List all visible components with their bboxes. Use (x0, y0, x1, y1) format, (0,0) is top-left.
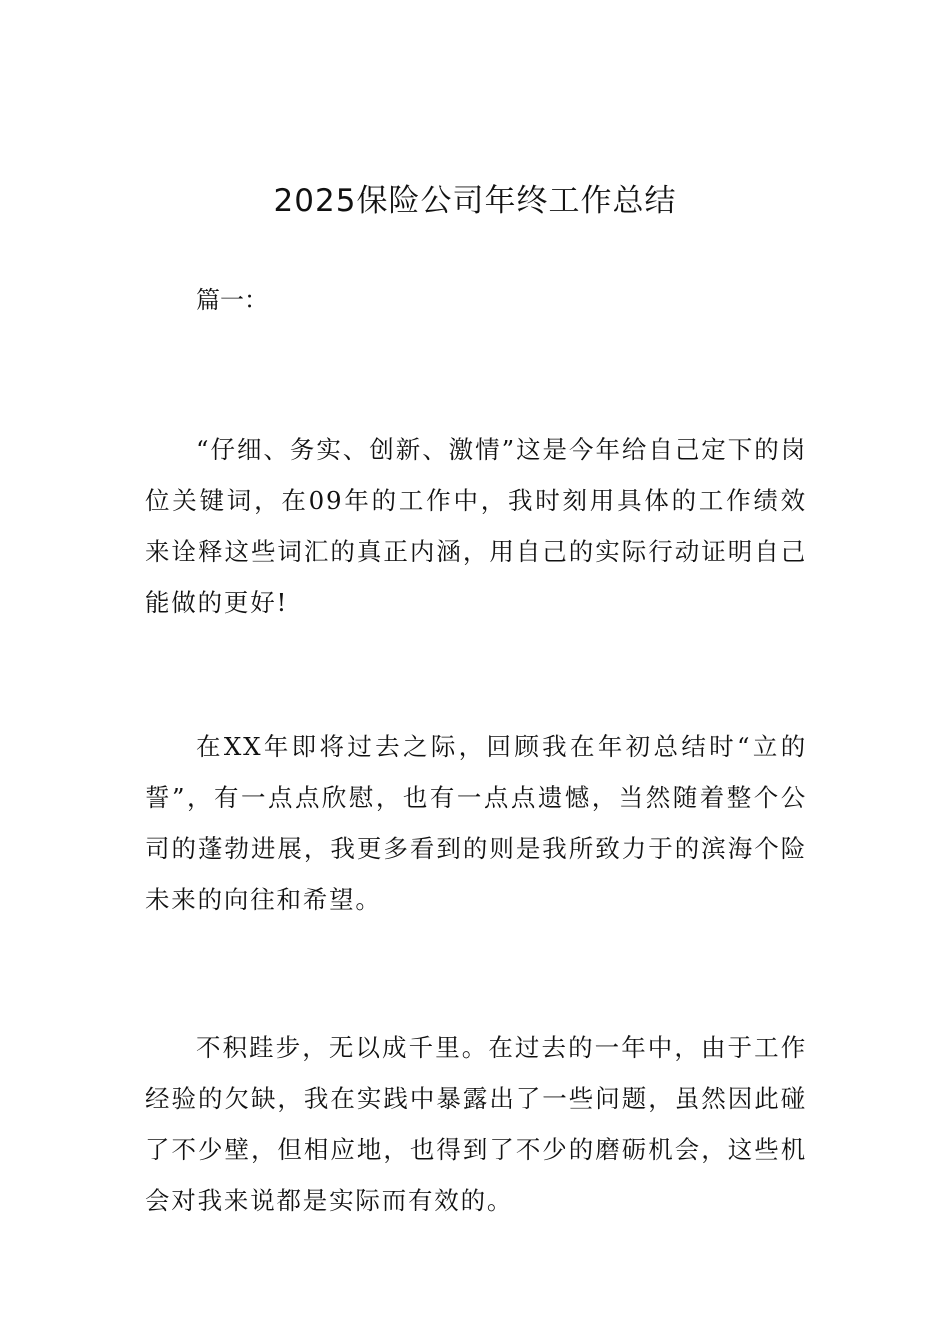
paragraph-3: 不积跬步，无以成千里。在过去的一年中，由于工作经验的欠缺，我在实践中暴露出了一些问题，虽然因此碰了不少壁，但相应地，也得到了不少的磨砺机会，这些机会对我来说都是实际而有效的。 (145, 1033, 807, 1215)
section-label: 篇一： (196, 286, 268, 314)
paragraph-1: “仔细、务实、创新、激情”这是今年给自己定下的岗位关键词，在09年的工作中，我时刻用具体的工作绩效来诠释这些词汇的真正内涵，用自己的实际行动证明自己能做的更好! (145, 435, 807, 617)
paragraph-2: 在XX年即将过去之际，回顾我在年初总结时“立的誓”，有一点点欣慰，也有一点点遗憾，当然随着整个公司的蓬勃进展，我更多看到的则是我所致力于的滨海个险未来的向往和希望。 (145, 732, 807, 914)
document-title: 2025保险公司年终工作总结 (273, 183, 677, 219)
